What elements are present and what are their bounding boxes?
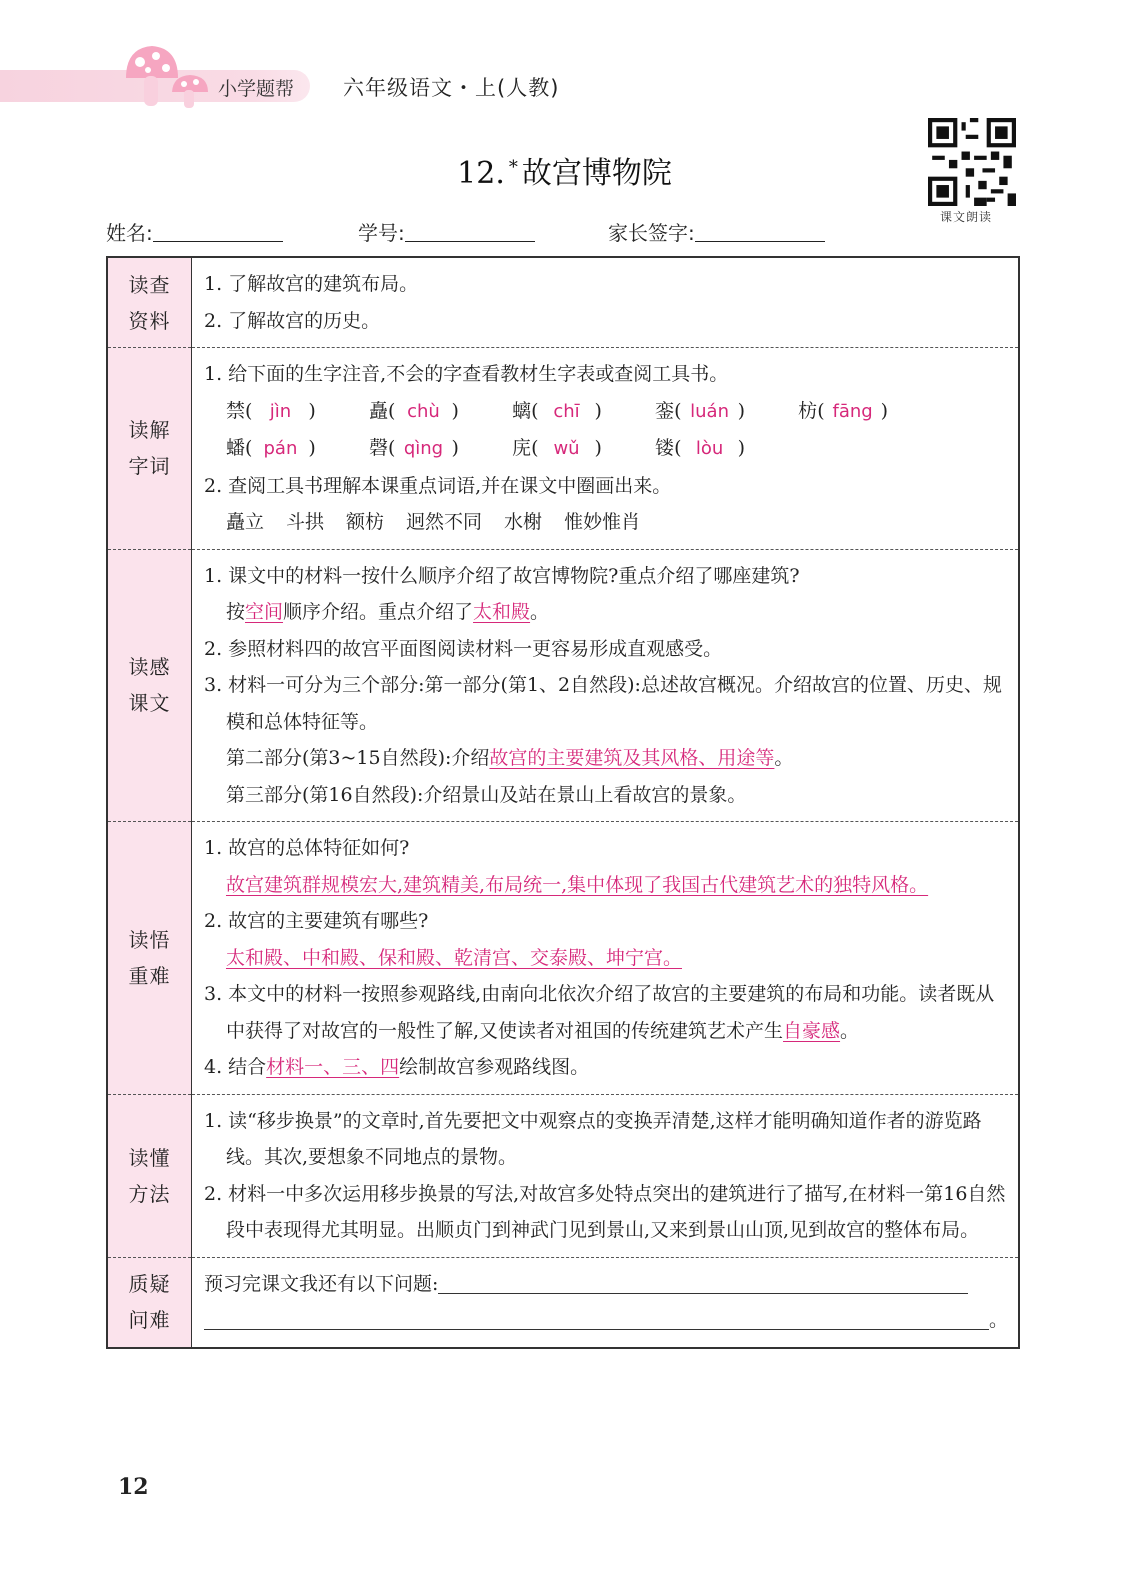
question-prompt: 预习完课文我还有以下问题: bbox=[203, 1272, 439, 1295]
section-label bbox=[107, 1257, 191, 1348]
key-word: 水榭 bbox=[504, 511, 543, 533]
pinyin-item: 枋( fāng ) bbox=[798, 393, 888, 431]
list-item: 2. 了解故宫的历史。 bbox=[203, 309, 381, 332]
character: 磬 bbox=[369, 437, 389, 459]
question-text: 2. 查阅工具书理解本课重点词语,并在课文中圈画出来。 bbox=[203, 474, 672, 497]
character: 枋 bbox=[798, 399, 818, 422]
section-label bbox=[107, 549, 191, 822]
label-line-1: 读懂 bbox=[128, 1145, 171, 1170]
answer-text: 材料一、三、四 bbox=[266, 1056, 400, 1078]
name-label: 姓名: bbox=[106, 221, 153, 245]
section-key-difficulties bbox=[107, 822, 1019, 1095]
pinyin-answer[interactable]: pán bbox=[263, 438, 298, 459]
text: 。 bbox=[530, 601, 550, 623]
pinyin-answer[interactable]: luán bbox=[690, 400, 729, 422]
character: 禁 bbox=[225, 399, 245, 422]
key-word: 矗立 bbox=[225, 511, 264, 533]
qr-caption: 课文朗读 bbox=[940, 210, 993, 224]
label-line-2: 资料 bbox=[128, 308, 171, 333]
answer-line bbox=[204, 1302, 1008, 1339]
character: 矗 bbox=[369, 399, 389, 422]
pinyin-item: 蟠( pán ) bbox=[226, 430, 363, 468]
qr-code-icon[interactable] bbox=[928, 118, 1016, 206]
label-line-2: 方法 bbox=[128, 1181, 171, 1206]
key-word: 额枋 bbox=[346, 511, 385, 533]
section-label bbox=[107, 257, 191, 348]
section-content bbox=[191, 549, 1019, 822]
label-line-2: 字词 bbox=[128, 454, 171, 479]
text-line: 第三部分(第16自然段):介绍景山及站在景山上看故宫的景象。 bbox=[225, 783, 747, 806]
text: 第二部分(第3~15自然段):介绍 bbox=[225, 747, 490, 769]
character: 銮 bbox=[655, 399, 675, 422]
pinyin-answer[interactable]: chù bbox=[407, 400, 440, 422]
answer-line bbox=[204, 740, 1008, 777]
section-vocabulary bbox=[107, 348, 1019, 550]
pinyin-item: 磬( qìng ) bbox=[369, 430, 506, 468]
label-line-1: 读解 bbox=[128, 418, 171, 443]
label-line-1: 读查 bbox=[128, 272, 171, 297]
label-line-1: 读悟 bbox=[128, 927, 171, 952]
answer-text: 太和殿、中和殿、保和殿、乾清宫、交泰殿、坤宁宫。 bbox=[225, 946, 682, 969]
lesson-number: 12. bbox=[457, 156, 505, 191]
section-label bbox=[107, 1094, 191, 1257]
key-word: 惟妙惟肖 bbox=[564, 511, 641, 533]
question-text: 1. 给下面的生字注音,不会的字查看教材生字表或查阅工具书。 bbox=[203, 363, 729, 385]
preview-table bbox=[106, 256, 1020, 1349]
name-blank[interactable] bbox=[153, 223, 283, 242]
section-content bbox=[191, 1094, 1019, 1257]
brand-name: 小学题帮 bbox=[218, 78, 295, 100]
question-text bbox=[204, 1049, 1008, 1086]
question-text: 3. 材料一可分为三个部分:第一部分(第1、2自然段):总述故宫概况。介绍故宫的位置、历史、规模和总体特征等。 bbox=[203, 674, 1002, 733]
section-content bbox=[191, 1257, 1019, 1348]
section-content bbox=[191, 822, 1019, 1095]
pinyin-answer[interactable]: chī bbox=[553, 400, 580, 422]
pinyin-item: 矗( chù ) bbox=[369, 393, 506, 431]
section-questions bbox=[107, 1257, 1019, 1348]
pinyin-answer[interactable]: lòu bbox=[695, 438, 724, 459]
label-line-1: 读感 bbox=[128, 655, 171, 680]
question-text: 1. 故宫的总体特征如何? bbox=[203, 837, 410, 859]
answer-text: 自豪感 bbox=[783, 1019, 841, 1042]
text: 3. 本文中的材料一按照参观路线,由南向北依次介绍了故宫的主要建筑的布局和功能。读者既从中获得了对故宫的一般性了解,又使读者对祖国的传统建筑艺术产生 bbox=[203, 983, 995, 1042]
pinyin-answer[interactable]: jìn bbox=[269, 400, 292, 422]
question-text: 2. 参照材料四的故宫平面图阅读材料一更容易形成直观感受。 bbox=[203, 637, 723, 660]
text: 。 bbox=[840, 1019, 860, 1042]
period: 。 bbox=[988, 1309, 1008, 1331]
answer-line bbox=[204, 594, 1008, 631]
key-word: 斗拱 bbox=[286, 511, 325, 533]
parent-signature-field[interactable] bbox=[608, 217, 825, 246]
section-label bbox=[107, 822, 191, 1095]
parent-signature-label: 家长签字: bbox=[608, 221, 695, 245]
label-line-2: 问难 bbox=[128, 1308, 171, 1332]
name-field[interactable] bbox=[106, 217, 283, 246]
pinyin-item: 螭( chī ) bbox=[512, 393, 649, 431]
answer-text: 空间 bbox=[245, 601, 284, 623]
pinyin-answer[interactable]: wǔ bbox=[553, 438, 580, 459]
label-line-2: 重难 bbox=[128, 963, 171, 988]
list-item: 1. 读“移步换景”的文章时,首先要把文中观察点的变换弄清楚,这样才能明确知道作者的游览路线。其次,要想象不同地点的景物。 bbox=[203, 1109, 982, 1168]
pinyin-row bbox=[204, 393, 1008, 431]
question-prompt-line bbox=[204, 1266, 1008, 1303]
question-text: 2. 故宫的主要建筑有哪些? bbox=[203, 910, 429, 932]
label-line-1: 质疑 bbox=[128, 1272, 171, 1296]
pinyin-item: 銮( luán ) bbox=[655, 393, 792, 431]
label-line-2: 课文 bbox=[128, 691, 171, 716]
answer-text: 故宫的主要建筑及其风格、用途等 bbox=[489, 747, 775, 769]
student-id-label: 学号: bbox=[358, 221, 405, 245]
pinyin-item: 镂( lòu ) bbox=[655, 430, 745, 468]
pinyin-answer[interactable]: fāng bbox=[832, 400, 873, 422]
answer-blank[interactable] bbox=[204, 1309, 989, 1330]
list-item: 1. 了解故宫的建筑布局。 bbox=[203, 273, 419, 295]
character: 庑 bbox=[512, 437, 532, 459]
parent-signature-blank[interactable] bbox=[695, 223, 825, 242]
page-number: 12 bbox=[118, 1474, 149, 1500]
character: 螭 bbox=[512, 399, 532, 422]
answer-blank[interactable] bbox=[438, 1273, 968, 1294]
key-words bbox=[204, 504, 1008, 541]
section-read-research bbox=[107, 257, 1019, 348]
lesson-name: 故宫博物院 bbox=[521, 156, 672, 191]
lesson-star: * bbox=[508, 157, 518, 178]
key-word: 迥然不同 bbox=[406, 511, 483, 533]
section-label bbox=[107, 348, 191, 550]
question-text: 1. 课文中的材料一按什么顺序介绍了故宫博物院?重点介绍了哪座建筑? bbox=[203, 564, 800, 587]
character: 镂 bbox=[655, 437, 675, 459]
pinyin-row bbox=[204, 430, 1008, 468]
list-item: 2. 材料一中多次运用移步换景的写法,对故宫多处特点突出的建筑进行了描写,在材料一第16自然段中表现得尤其明显。出顺贞门到神武门见到景山,又来到景山山顶,见到故宫的整体布局。 bbox=[203, 1182, 1006, 1241]
section-text-reading bbox=[107, 549, 1019, 822]
character: 蟠 bbox=[225, 437, 245, 459]
section-content bbox=[191, 257, 1019, 348]
question-text bbox=[204, 976, 1008, 1049]
answer-text: 太和殿 bbox=[473, 601, 531, 623]
student-id-field[interactable] bbox=[358, 217, 535, 246]
text: 4. 结合 bbox=[203, 1056, 267, 1078]
section-methods bbox=[107, 1094, 1019, 1257]
pinyin-answer[interactable]: qìng bbox=[403, 438, 444, 459]
student-id-blank[interactable] bbox=[405, 223, 535, 242]
pinyin-item: 禁( jìn ) bbox=[226, 393, 363, 431]
text: 。 bbox=[774, 747, 794, 769]
pinyin-item: 庑( wǔ ) bbox=[512, 430, 649, 468]
mushroom-logo-icon bbox=[118, 40, 218, 112]
text: 顺序介绍。重点介绍了 bbox=[283, 601, 474, 623]
text: 按 bbox=[225, 601, 245, 623]
book-title: 六年级语文・上(人教) bbox=[343, 76, 560, 100]
answer-text: 故宫建筑群规模宏大,建筑精美,布局统一,集中体现了我国古代建筑艺术的独特风格。 bbox=[225, 873, 929, 896]
text: 绘制故宫参观路线图。 bbox=[399, 1056, 590, 1078]
section-content bbox=[191, 348, 1019, 550]
